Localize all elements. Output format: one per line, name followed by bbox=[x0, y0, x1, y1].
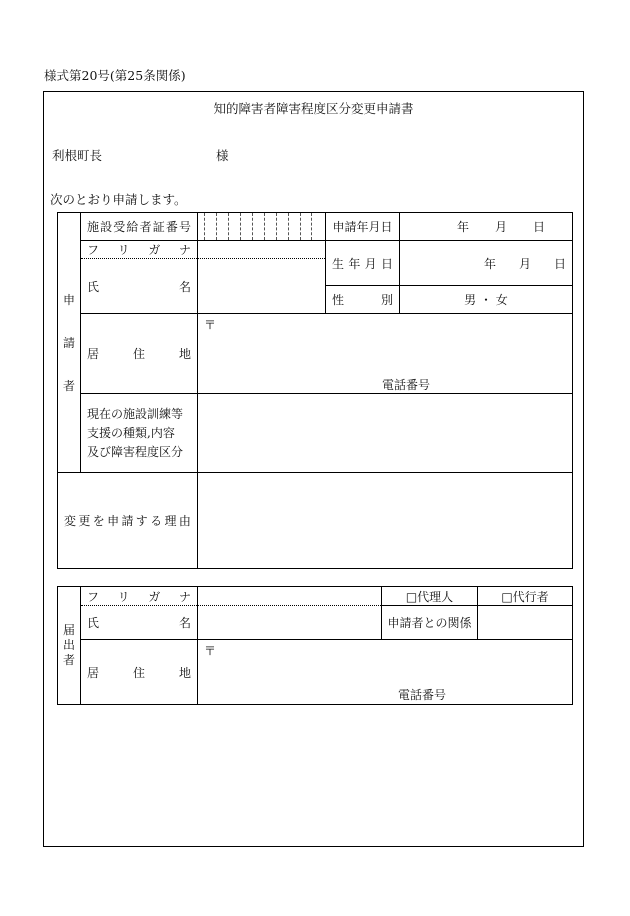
notifier-address-field[interactable] bbox=[198, 640, 573, 705]
sex-options[interactable]: 男 ・ 女 bbox=[400, 286, 573, 314]
birth-date-field[interactable]: 年 月 日 bbox=[400, 241, 573, 286]
address-label: 居 住 地 bbox=[81, 314, 198, 394]
facility-cert-label: 施 設 受 給 者 証 番 号 bbox=[81, 213, 198, 241]
current-service-field[interactable] bbox=[198, 394, 573, 473]
notifier-section-label: 届 出 者 bbox=[58, 587, 81, 705]
notifier-address-label: 居 住 地 bbox=[81, 640, 198, 705]
postal-mark: 〒 bbox=[204, 318, 217, 332]
application-date-field[interactable]: 年 月 日 bbox=[400, 213, 573, 241]
notifier-table bbox=[57, 586, 573, 705]
facility-cert-number-field[interactable] bbox=[198, 213, 326, 241]
addressee: 利根町長 bbox=[52, 148, 103, 163]
notifier-name-field[interactable] bbox=[198, 606, 382, 640]
notifier-phone-label: 電話番号 bbox=[398, 688, 447, 702]
agent-checkbox[interactable]: □代理人 bbox=[382, 587, 478, 606]
change-reason-label: 変 更 を 申 請 す る 理 由 bbox=[58, 473, 198, 569]
relation-label: 申請者との関係 bbox=[382, 606, 478, 640]
change-reason-field[interactable] bbox=[198, 473, 573, 569]
applicant-section-label: 申 請 者 bbox=[58, 213, 81, 473]
furigana-label: フ リ ガ ナ bbox=[81, 241, 198, 259]
notifier-furigana-field[interactable] bbox=[198, 587, 382, 606]
form-number: 様式第20号(第25条関係) bbox=[44, 68, 186, 83]
honorific: 様 bbox=[216, 148, 229, 163]
notifier-postal-mark: 〒 bbox=[204, 644, 217, 658]
furigana-field[interactable] bbox=[198, 241, 326, 259]
address-field[interactable] bbox=[198, 314, 573, 394]
phone-label: 電話番号 bbox=[382, 378, 431, 392]
form-title: 知的障害者障害程度区分変更申請書 bbox=[213, 101, 414, 116]
relation-field[interactable] bbox=[478, 606, 573, 640]
application-date-label: 申請年月日 bbox=[326, 213, 400, 241]
intro-text: 次のとおり申請します。 bbox=[50, 192, 187, 207]
notifier-name-label: 氏 名 bbox=[81, 606, 198, 640]
proxy-checkbox[interactable]: □代行者 bbox=[478, 587, 573, 606]
current-service-label: 現在の施設訓練等 支援の種類,内容 及び障害程度区分 bbox=[81, 394, 198, 473]
name-field[interactable] bbox=[198, 259, 326, 314]
notifier-furigana-label: フ リ ガ ナ bbox=[81, 587, 198, 606]
applicant-table bbox=[57, 212, 573, 569]
birth-date-label: 生 年 月 日 bbox=[326, 241, 400, 286]
name-label: 氏 名 bbox=[81, 259, 198, 314]
sex-label: 性 別 bbox=[326, 286, 400, 314]
